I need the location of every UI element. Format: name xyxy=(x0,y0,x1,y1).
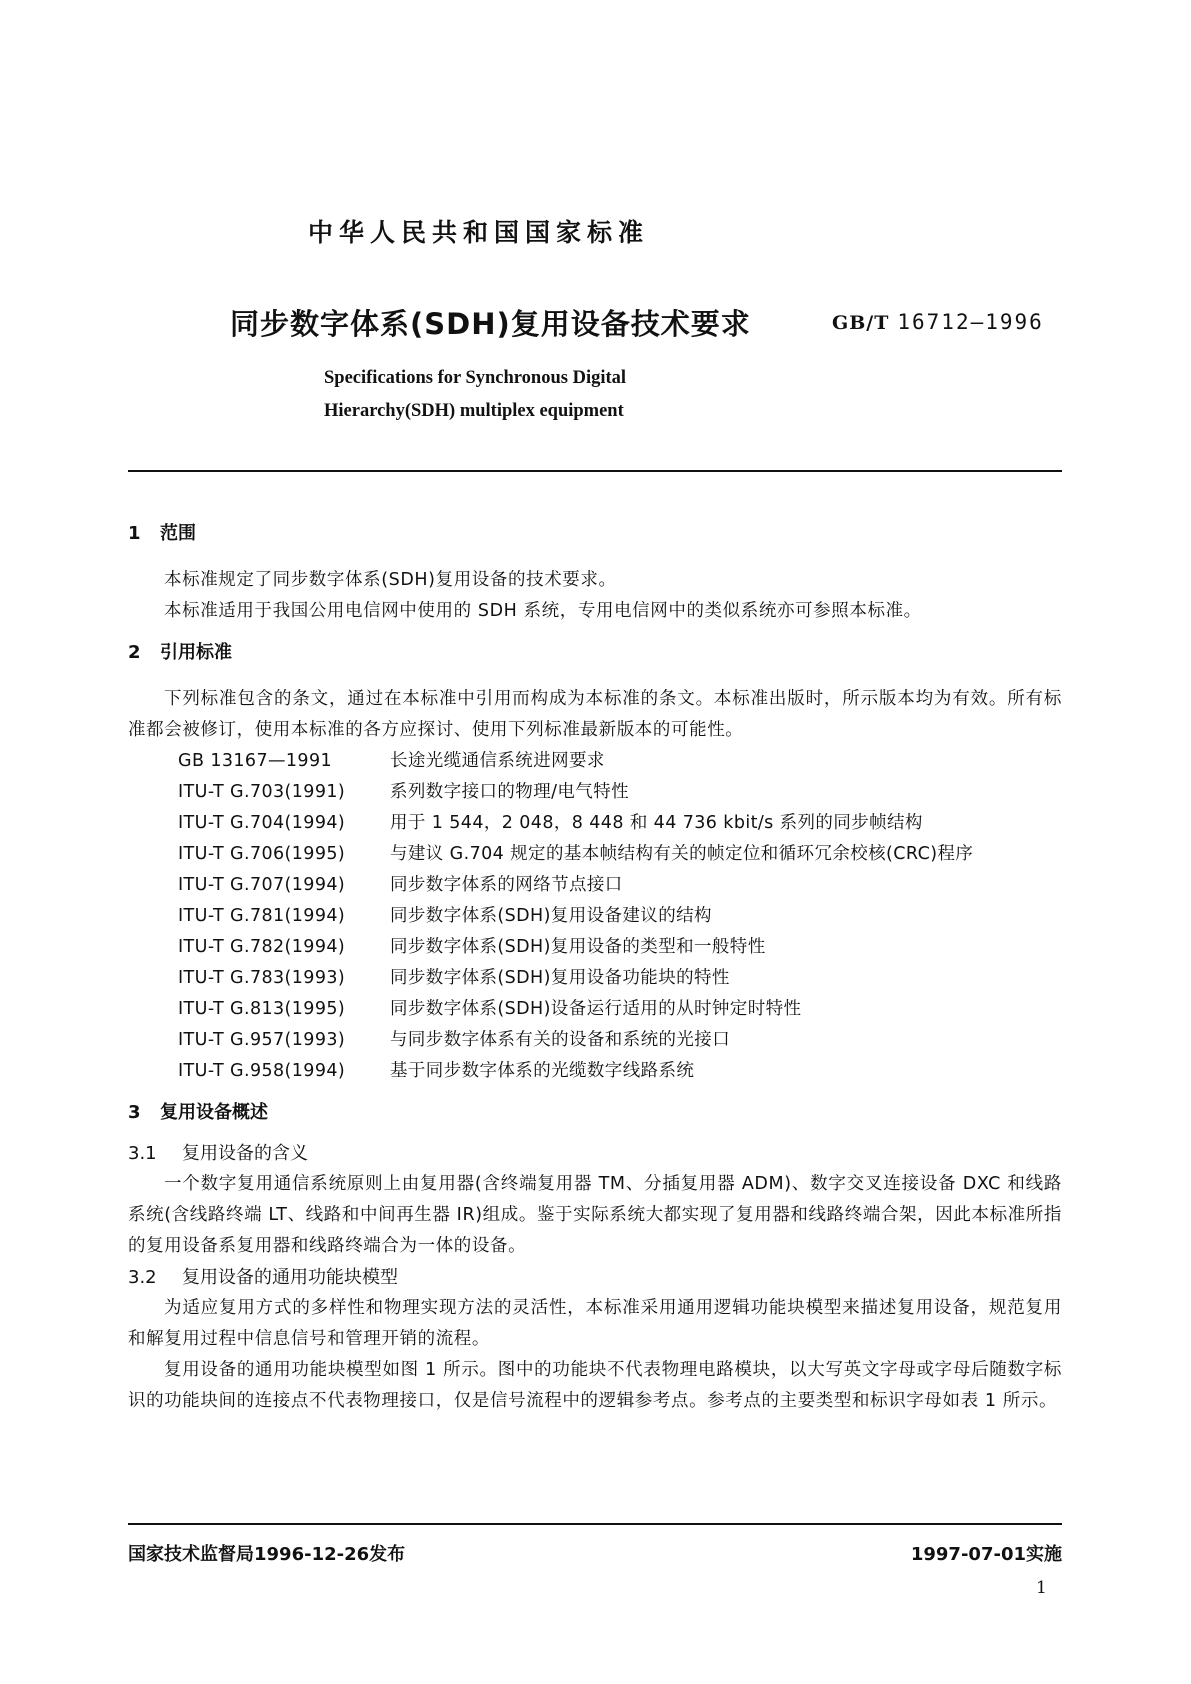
subsection-number: 3.2 xyxy=(128,1267,157,1288)
section-number: 1 xyxy=(128,523,141,544)
national-standard-heading: 中华人民共和国国家标准 xyxy=(308,218,650,247)
paragraph: 复用设备的通用功能块模型如图 1 所示。图中的功能块不代表物理电路模块，以大写英文字母或字母后随数字标识的功能块间的连接点不代表物理接口，仅是信号流程中的逻辑参考点。参考点的主要类型和标识字母如表 1 所示。 xyxy=(128,1360,1062,1411)
section-title: 复用设备概述 xyxy=(160,1102,268,1123)
reference-title: 长途光缆通信系统进网要求 xyxy=(390,751,605,771)
reference-code: ITU-T G.704(1994) xyxy=(178,813,346,833)
reference-title: 与建议 G.704 规定的基本帧结构有关的帧定位和循环冗余校核(CRC)程序 xyxy=(390,844,974,864)
reference-code: ITU-T G.783(1993) xyxy=(178,968,346,988)
reference-code: ITU-T G.781(1994) xyxy=(178,906,346,926)
reference-item xyxy=(178,994,1062,1025)
reference-code: ITU-T G.707(1994) xyxy=(178,875,346,895)
footer-divider xyxy=(128,1523,1062,1525)
reference-code: GB 13167—1991 xyxy=(178,751,333,771)
section-3-heading xyxy=(128,1097,1062,1128)
reference-item xyxy=(178,746,1062,777)
document-title: 同步数字体系(SDH)复用设备技术要求 xyxy=(230,307,751,341)
paragraph: 下列标准包含的条文，通过在本标准中引用而构成为本标准的条文。本标准出版时，所示版本均为有效。所有标准都会被修订，使用本标准的各方应探讨、使用下列标准最新版本的可能性。 xyxy=(128,689,1062,740)
english-title-line-2: Hierarchy(SDH) multiplex equipment xyxy=(324,401,624,421)
reference-code: ITU-T G.958(1994) xyxy=(178,1061,346,1081)
paragraph: 本标准适用于我国公用电信网中使用的 SDH 系统，专用电信网中的类似系统亦可参照本标准。 xyxy=(164,601,922,621)
paragraph: 一个数字复用通信系统原则上由复用器(含终端复用器 TM、分插复用器 ADM)、数字交叉连接设备 DXC 和线路系统(含线路终端 LT、线路和中间再生器 IR)组成。鉴于实际系统大都实现了复用器和线路终端合架，因此本标准所指的复用设备系复用器和线路终端合为一体的设备。 xyxy=(128,1174,1062,1256)
reference-title: 用于 1 544，2 048，8 448 和 44 736 kbit/s 系列的同步帧结构 xyxy=(390,813,923,833)
reference-title: 与同步数字体系有关的设备和系统的光接口 xyxy=(390,1030,731,1050)
section-number: 3 xyxy=(128,1102,141,1123)
paragraph: 本标准规定了同步数字体系(SDH)复用设备的技术要求。 xyxy=(164,570,617,590)
standard-prefix: GB/T xyxy=(832,312,890,334)
reference-item xyxy=(178,963,1062,994)
effective-date: 1997-07-01实施 xyxy=(910,1544,1062,1565)
subsection-title: 复用设备的含义 xyxy=(182,1143,308,1164)
section-title: 引用标准 xyxy=(160,642,232,663)
english-title-line-1: Specifications for Synchronous Digital xyxy=(324,368,627,388)
reference-title: 同步数字体系(SDH)复用设备的类型和一般特性 xyxy=(390,937,766,957)
reference-item xyxy=(178,808,1062,839)
paragraph: 为适应复用方式的多样性和物理实现方法的灵活性，本标准采用通用逻辑功能块模型来描述复用设备，规范复用和解复用过程中信息信号和管理开销的流程。 xyxy=(128,1298,1062,1349)
header-divider xyxy=(128,470,1062,472)
reference-item xyxy=(178,777,1062,808)
issue-date: 国家技术监督局1996-12-26发布 xyxy=(128,1544,406,1565)
reference-title: 同步数字体系(SDH)复用设备功能块的特性 xyxy=(390,968,730,988)
reference-item xyxy=(178,839,1062,870)
reference-title: 同步数字体系(SDH)设备运行适用的从时钟定时特性 xyxy=(390,999,802,1019)
section-2-heading xyxy=(128,637,1062,668)
reference-item xyxy=(178,932,1062,963)
section-number: 2 xyxy=(128,642,141,663)
reference-code: ITU-T G.706(1995) xyxy=(178,844,346,864)
reference-title: 同步数字体系(SDH)复用设备建议的结构 xyxy=(390,906,712,926)
english-title xyxy=(324,362,626,428)
reference-title: 系列数字接口的物理/电气特性 xyxy=(390,782,629,802)
section-1-heading xyxy=(128,518,1062,549)
reference-title: 同步数字体系的网络节点接口 xyxy=(390,875,623,895)
reference-item xyxy=(178,1056,1062,1087)
subsection-number: 3.1 xyxy=(128,1143,157,1164)
reference-code: ITU-T G.957(1993) xyxy=(178,1030,346,1050)
reference-code: ITU-T G.703(1991) xyxy=(178,782,346,802)
reference-title: 基于同步数字体系的光缆数字线路系统 xyxy=(390,1061,695,1081)
reference-item xyxy=(178,870,1062,901)
reference-code: ITU-T G.782(1994) xyxy=(178,937,346,957)
reference-code: ITU-T G.813(1995) xyxy=(178,999,346,1019)
subsection-3-2-heading xyxy=(128,1262,1062,1293)
subsection-title: 复用设备的通用功能块模型 xyxy=(182,1267,398,1288)
reference-item xyxy=(178,1025,1062,1056)
standard-code: 16712—1996 xyxy=(897,310,1044,334)
document-body xyxy=(128,518,1062,1417)
page-number: 1 xyxy=(1036,1578,1047,1598)
section-title: 范围 xyxy=(160,523,196,544)
standard-number xyxy=(832,310,1044,334)
reference-item xyxy=(178,901,1062,932)
reference-list xyxy=(178,746,1062,1087)
subsection-3-1-heading xyxy=(128,1138,1062,1169)
